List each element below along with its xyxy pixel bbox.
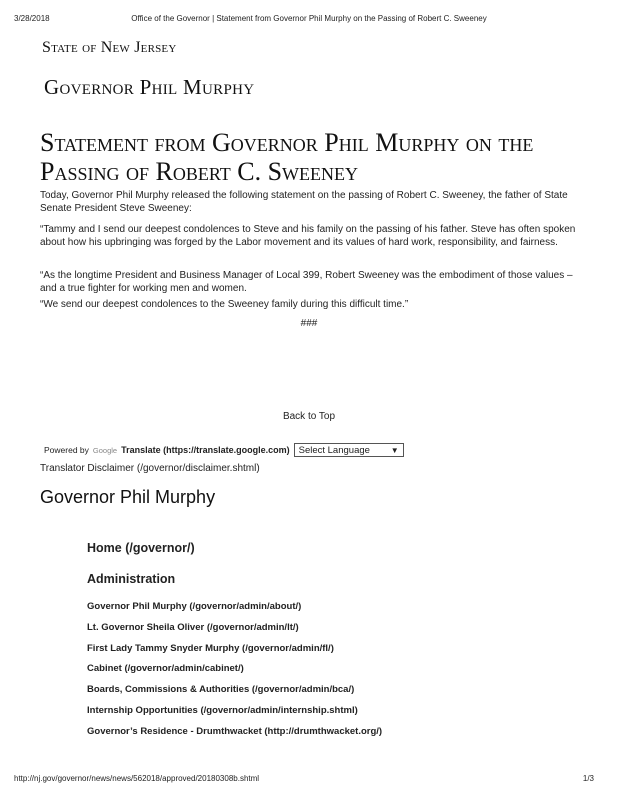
administration-heading: Administration (87, 572, 176, 586)
page-title-line-1: Statement from Governor Phil Murphy on the (40, 128, 534, 157)
admin-link-cabinet[interactable]: Cabinet (/governor/admin/cabinet/) (87, 663, 244, 675)
governor-site-title-link[interactable]: Governor Phil Murphy (44, 75, 255, 99)
admin-link-internships[interactable]: Internship Opportunities (/governor/admin/internship.shtml) (87, 704, 358, 716)
google-translate-widget (44, 443, 404, 457)
admin-link-lt-governor[interactable]: Lt. Governor Sheila Oliver (/governor/admin/lt/) (87, 621, 299, 633)
article-paragraph-quote-1: “Tammy and I send our deepest condolences to Steve and his family on the passing of his father. Steve has often spoken about how his upbringing was forged by the Labor movement and its values of hard work, responsibility, and fairness. (40, 224, 576, 248)
print-date: 3/28/2018 (14, 14, 50, 23)
page-title-line-2: Passing of Robert C. Sweeney (40, 157, 359, 186)
admin-link-boards[interactable]: Boards, Commissions & Authorities (/governor/admin/bca/) (87, 684, 355, 696)
print-url: http://nj.gov/governor/news/news/562018/approved/20180308b.shtml (14, 774, 260, 783)
print-page-title: Office of the Governor | Statement from Governor Phil Murphy on the Passing of Robert C. Sweeney (131, 14, 487, 23)
admin-link-residence[interactable]: Governor’s Residence - Drumthwacket (http://drumthwacket.org/) (87, 725, 383, 737)
back-to-top-link[interactable]: Back to Top (282, 411, 336, 422)
administration-links (87, 601, 382, 747)
powered-by-label: Powered by (44, 445, 89, 455)
admin-link-governor[interactable]: Governor Phil Murphy (/governor/admin/about/) (87, 601, 302, 612)
admin-link-first-lady[interactable]: First Lady Tammy Snyder Murphy (/governor/admin/fl/) (87, 642, 334, 654)
google-translate-link[interactable]: Translate (https://translate.google.com) (121, 445, 290, 455)
state-of-new-jersey-link[interactable]: State of New Jersey (42, 39, 177, 56)
page-title (40, 128, 560, 186)
translator-disclaimer-link[interactable]: Translator Disclaimer (/governor/disclaimer.shtml) (40, 463, 260, 474)
language-select-value: Select Language (298, 444, 370, 456)
article-paragraph-quote-3: “We send our deepest condolences to the Sweeney family during this difficult time.” (40, 299, 409, 310)
language-select[interactable] (294, 443, 404, 457)
article-paragraph-intro: Today, Governor Phil Murphy released the following statement on the passing of Robert C. Sweeney, the father of State Senate President Steve Sweeney: (40, 190, 568, 214)
dropdown-arrow-icon: ▼ (390, 445, 399, 455)
article-end-mark: ### (300, 318, 318, 329)
footer-heading: Governor Phil Murphy (40, 487, 216, 507)
footer-home-link[interactable]: Home (/governor/) (87, 541, 195, 555)
google-logo: Google (92, 445, 118, 455)
print-page-number: 1/3 (582, 774, 594, 783)
article-paragraph-quote-2: “As the longtime President and Business Manager of Local 399, Robert Sweeney was the embodiment of those values – and a true fighter for working men and women. (40, 270, 573, 294)
